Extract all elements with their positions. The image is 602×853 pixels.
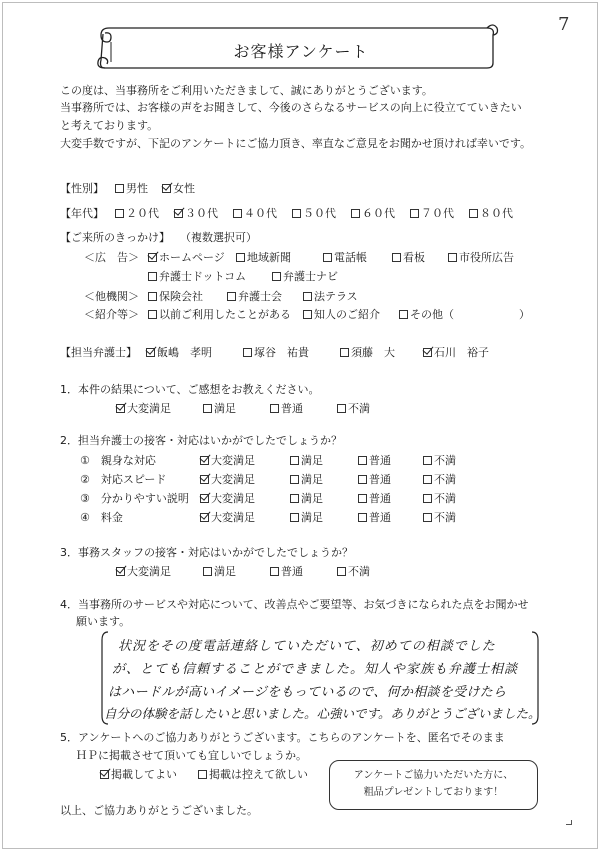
- q5-text-line-1: 5．アンケートへのご協力ありがとうございます。こちらのアンケートを、匿名でそのまま: [60, 731, 505, 744]
- gender-female-checkbox[interactable]: [162, 184, 171, 193]
- q2-row-2-satisfied[interactable]: 満足: [290, 473, 323, 487]
- org-bar-association-checkbox[interactable]: [227, 292, 236, 301]
- gender-male[interactable]: 男性: [115, 182, 148, 196]
- q1-dissatisfied[interactable]: 不満: [337, 402, 370, 416]
- lawyer-tsukaya[interactable]: 塚谷 祐貴: [243, 346, 309, 360]
- q3-satisfied[interactable]: 満足: [203, 565, 236, 579]
- age-50s[interactable]: ５０代: [292, 207, 336, 221]
- q5-decline-checkbox[interactable]: [198, 770, 207, 779]
- q2-row-2-normal[interactable]: 普通: [358, 473, 391, 487]
- lawyer-label: 【担当弁護士】: [60, 346, 137, 359]
- q2-row-4-dissatisfied[interactable]: 不満: [423, 511, 456, 525]
- ad-local-paper[interactable]: 地域新聞: [236, 251, 291, 265]
- q1-very-satisfied-checkbox[interactable]: [116, 404, 125, 413]
- q1-very-satisfied[interactable]: 大変満足: [116, 402, 171, 416]
- q3-dissatisfied-checkbox[interactable]: [337, 567, 346, 576]
- scan-mark: [566, 820, 572, 825]
- age-70s[interactable]: ７０代: [410, 207, 454, 221]
- age-20s[interactable]: ２０代: [115, 207, 159, 221]
- gender-label: 【性別】: [60, 182, 104, 195]
- q2-row-1-very-satisfied-checkbox[interactable]: [200, 456, 209, 465]
- q2-row-1-dissatisfied-checkbox[interactable]: [423, 456, 432, 465]
- q2-row-3-normal-checkbox[interactable]: [358, 494, 367, 503]
- q1-satisfied[interactable]: 満足: [203, 402, 236, 416]
- ref-label: ＜紹介等＞: [84, 308, 139, 321]
- org-bar-association[interactable]: 弁護士会: [227, 290, 282, 304]
- q2-row-3-normal[interactable]: 普通: [358, 492, 391, 506]
- q2-row-1-satisfied-checkbox[interactable]: [290, 456, 299, 465]
- q2-row-3-satisfied[interactable]: 満足: [290, 492, 323, 506]
- ad-local-paper-checkbox[interactable]: [236, 253, 245, 262]
- gift-note-line-2: 粗品プレゼントしております！: [363, 787, 504, 798]
- ad-cityhall-checkbox[interactable]: [448, 253, 457, 262]
- ref-acquaintance-checkbox[interactable]: [303, 310, 312, 319]
- age-40s[interactable]: ４０代: [233, 207, 277, 221]
- ref-acquaintance[interactable]: 知人のご紹介: [303, 308, 380, 322]
- q4-text-line-2: 願います。: [76, 615, 131, 628]
- q1-text: 1．本件の結果について、ご感想をお教えください。: [60, 383, 320, 396]
- q4-handwritten-line-4: 自分の体験を話したいと思いました。心強いです。ありがとうございました。: [104, 706, 541, 721]
- q1-dissatisfied-checkbox[interactable]: [337, 404, 346, 413]
- intro-line-3: と考えております。: [60, 119, 159, 132]
- age-60s-checkbox[interactable]: [351, 209, 360, 218]
- intro-line-2: 当事務所では、お客様の声をお聞きして、今後のさらなるサービスの向上に役立てていきたい: [60, 101, 522, 114]
- ref-previous-checkbox[interactable]: [148, 310, 157, 319]
- gender-male-checkbox[interactable]: [115, 184, 124, 193]
- lawyer-iijima-checkbox[interactable]: [146, 348, 155, 357]
- ad-bengoshi-navi[interactable]: 弁護士ナビ: [272, 270, 338, 284]
- ad-bengoshi-com[interactable]: 弁護士ドットコム: [148, 270, 246, 284]
- q3-very-satisfied[interactable]: 大変満足: [116, 565, 171, 579]
- age-80s-checkbox[interactable]: [469, 209, 478, 218]
- q2-row-4-satisfied[interactable]: 満足: [290, 511, 323, 525]
- q2-row-1-normal-checkbox[interactable]: [358, 456, 367, 465]
- q2-row-4-dissatisfied-checkbox[interactable]: [423, 513, 432, 522]
- q4-text-line-1: 4．当事務所のサービスや対応について、改善点やご要望等、お気づきになられた点をお聞かせ: [60, 598, 529, 611]
- q2-row-2-normal-checkbox[interactable]: [358, 475, 367, 484]
- q2-row-3-very-satisfied[interactable]: 大変満足: [200, 492, 255, 506]
- q2-row-4-satisfied-checkbox[interactable]: [290, 513, 299, 522]
- q3-text: 3．事務スタッフの接客・対応はいかがでしたでしょうか？: [60, 546, 353, 559]
- ref-previous[interactable]: 以前ご利用したことがある: [148, 308, 291, 322]
- org-houterasu[interactable]: 法テラス: [303, 290, 358, 304]
- q2-row-1-satisfied[interactable]: 満足: [290, 454, 323, 468]
- gift-note-line-1: アンケートご協力いただいた方に、: [353, 770, 514, 781]
- lawyer-ishikawa-checkbox[interactable]: [423, 348, 432, 357]
- ad-phonebook-checkbox[interactable]: [323, 253, 332, 262]
- ad-homepage-checkbox[interactable]: [148, 253, 157, 262]
- org-insurance[interactable]: 保険会社: [148, 290, 203, 304]
- ref-other[interactable]: その他（: [399, 308, 454, 322]
- q2-row-3-dissatisfied[interactable]: 不満: [423, 492, 456, 506]
- survey-title: お客様アンケート: [233, 42, 369, 61]
- lawyer-tsukaya-checkbox[interactable]: [243, 348, 252, 357]
- q2-text: 2．担当弁護士の接客・対応はいかがでしたでしょうか？: [60, 434, 342, 447]
- q1-satisfied-checkbox[interactable]: [203, 404, 212, 413]
- q2-row-2-very-satisfied-checkbox[interactable]: [200, 475, 209, 484]
- q3-very-satisfied-checkbox[interactable]: [116, 567, 125, 576]
- q2-row-4-very-satisfied[interactable]: 大変満足: [200, 511, 255, 525]
- q2-row-4-normal[interactable]: 普通: [358, 511, 391, 525]
- q2-row-1-dissatisfied[interactable]: 不満: [423, 454, 456, 468]
- q1-normal[interactable]: 普通: [270, 402, 303, 416]
- q2-row-4-normal-checkbox[interactable]: [358, 513, 367, 522]
- q2-row-3-very-satisfied-checkbox[interactable]: [200, 494, 209, 503]
- q5-allow[interactable]: 掲載してよい: [100, 768, 177, 782]
- q2-row-2-label: ② 対応スピード: [80, 473, 167, 486]
- ad-bengoshi-navi-checkbox[interactable]: [272, 272, 281, 281]
- q2-row-1-label: ① 親身な対応: [80, 454, 156, 467]
- q4-handwritten-line-2: が、とても信頼することができました。知人や家族も弁護士相談: [112, 662, 519, 677]
- ref-other-checkbox[interactable]: [399, 310, 408, 319]
- q2-row-2-dissatisfied[interactable]: 不満: [423, 473, 456, 487]
- ad-label: ＜広 告＞: [84, 251, 139, 264]
- lawyer-iijima[interactable]: 飯嶋 孝明: [146, 346, 212, 360]
- q2-row-4-very-satisfied-checkbox[interactable]: [200, 513, 209, 522]
- q3-satisfied-checkbox[interactable]: [203, 567, 212, 576]
- trigger-note: （複数選択可）: [180, 231, 257, 244]
- trigger-label: 【ご来所のきっかけ】: [60, 231, 170, 244]
- gift-note-box: [329, 760, 538, 810]
- q2-row-1-normal[interactable]: 普通: [358, 454, 391, 468]
- ad-signboard-checkbox[interactable]: [392, 253, 401, 262]
- intro-line-1: この度は、当事務所をご利用いただきまして、誠にありがとうございます。: [60, 84, 433, 97]
- ad-phonebook[interactable]: 電話帳: [323, 251, 367, 265]
- ad-homepage[interactable]: ホームページ: [148, 251, 225, 265]
- q3-normal[interactable]: 普通: [270, 565, 303, 579]
- age-60s[interactable]: ６０代: [351, 207, 395, 221]
- q5-text-line-2: ＨＰに掲載させて頂いても宜しいでしょうか。: [76, 749, 307, 762]
- page-number: 7: [558, 14, 570, 35]
- lawyer-ishikawa[interactable]: 石川 裕子: [423, 346, 489, 360]
- age-30s-checkbox[interactable]: [174, 209, 183, 218]
- q4-handwritten-line-3: はハードルが高いイメージをもっているので、何か相談を受けたら: [108, 685, 507, 700]
- org-label: ＜他機関＞: [84, 290, 139, 303]
- closing-text: 以上、ご協力ありがとうございました。: [60, 804, 258, 817]
- lawyer-sudo[interactable]: 須藤 大: [340, 346, 395, 360]
- org-insurance-checkbox[interactable]: [148, 292, 157, 301]
- lawyer-sudo-checkbox[interactable]: [340, 348, 349, 357]
- q2-row-3-satisfied-checkbox[interactable]: [290, 494, 299, 503]
- ad-signboard[interactable]: 看板: [392, 251, 425, 265]
- age-40s-checkbox[interactable]: [233, 209, 242, 218]
- q2-row-2-satisfied-checkbox[interactable]: [290, 475, 299, 484]
- ad-bengoshi-com-checkbox[interactable]: [148, 272, 157, 281]
- q2-row-3-dissatisfied-checkbox[interactable]: [423, 494, 432, 503]
- age-70s-checkbox[interactable]: [410, 209, 419, 218]
- age-30s[interactable]: ３０代: [174, 207, 218, 221]
- q3-normal-checkbox[interactable]: [270, 567, 279, 576]
- age-50s-checkbox[interactable]: [292, 209, 301, 218]
- age-80s[interactable]: ８０代: [469, 207, 513, 221]
- age-label: 【年代】: [60, 207, 104, 220]
- q5-decline[interactable]: 掲載は控えて欲しい: [198, 768, 308, 782]
- q2-row-4-label: ④ 料金: [80, 511, 123, 524]
- ad-cityhall[interactable]: 市役所広告: [448, 251, 514, 265]
- q2-row-2-dissatisfied-checkbox[interactable]: [423, 475, 432, 484]
- ref-other-close: ）: [519, 308, 530, 321]
- q5-allow-checkbox[interactable]: [100, 770, 109, 779]
- q2-row-1-very-satisfied[interactable]: 大変満足: [200, 454, 255, 468]
- age-20s-checkbox[interactable]: [115, 209, 124, 218]
- q4-handwritten-line-1: 状況をその度電話連絡していただいて、初めての相談でした: [118, 639, 496, 654]
- org-houterasu-checkbox[interactable]: [303, 292, 312, 301]
- gender-female[interactable]: 女性: [162, 182, 195, 196]
- intro-line-4: 大変手数ですが、下記のアンケートにご協力頂き、率直なご意見をお聞かせ頂ければ幸いです。: [60, 137, 532, 150]
- q3-dissatisfied[interactable]: 不満: [337, 565, 370, 579]
- q2-row-3-label: ③ 分かりやすい説明: [80, 492, 189, 505]
- q2-row-2-very-satisfied[interactable]: 大変満足: [200, 473, 255, 487]
- q1-normal-checkbox[interactable]: [270, 404, 279, 413]
